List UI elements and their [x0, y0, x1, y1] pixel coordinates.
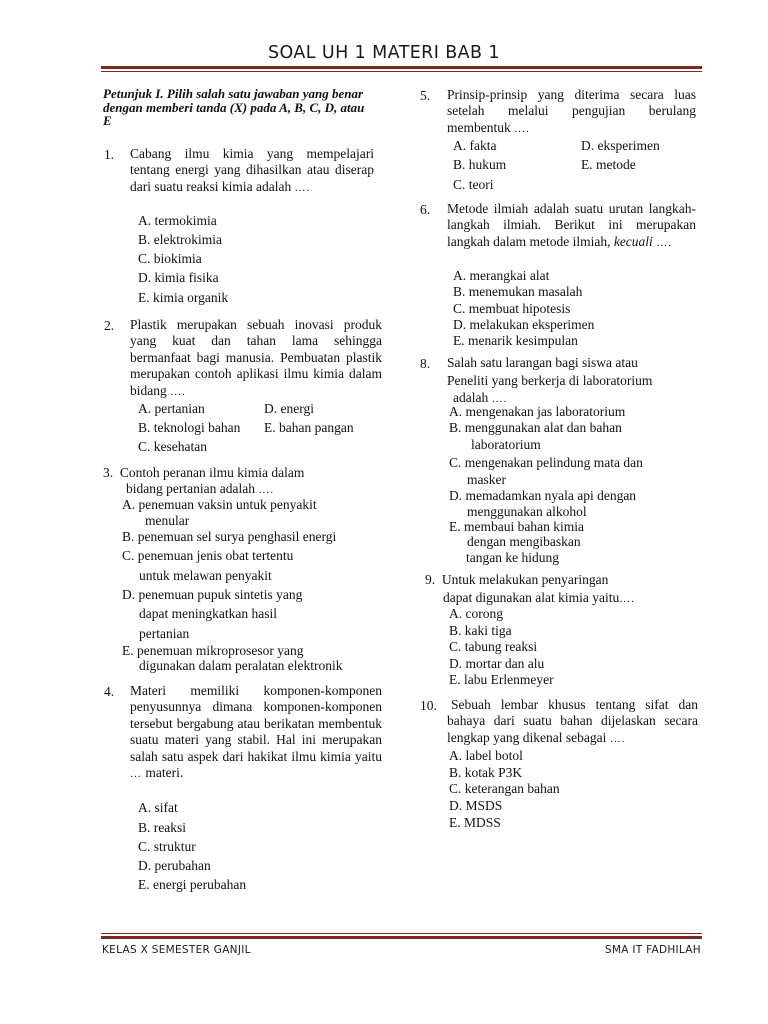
q5-option-b[interactable]: B. hukum: [453, 157, 507, 172]
q10-option-d[interactable]: D. MSDS: [449, 798, 503, 813]
q6-option-d[interactable]: D. melakukan eksperimen: [453, 317, 595, 332]
q4-stem: Materi memiliki komponen-komponen penyusunnya dimana komponen-komponen tersebut bergabung atau berikatan membentuk suatu materi yang stabil. Hal ini merupakan salah satu aspek dari hakikat ilmu kimia yaitu … materi.: [130, 683, 382, 781]
q10-number: 10.: [420, 698, 437, 713]
q4-option-a[interactable]: A. sifat: [138, 800, 178, 815]
header-rule-thin: [101, 71, 702, 72]
q9-option-e[interactable]: E. labu Erlenmeyer: [449, 672, 554, 687]
q1-option-c[interactable]: C. biokimia: [138, 251, 202, 266]
q8-option-c-cont: masker: [467, 472, 506, 487]
q3-option-c-cont: untuk melawan penyakit: [139, 568, 272, 583]
q3-option-c[interactable]: C. penemuan jenis obat tertentu: [122, 548, 294, 563]
q9-stem-line2: dapat digunakan alat kimia yaitu….: [443, 590, 635, 605]
q2-stem: Plastik merupakan sebuah inovasi produk yang kuat dan tahan lama sehingga bermanfaat bagi manusia. Pembuatan plastik merupakan contoh aplikasi ilmu kimia dalam bidang ….: [130, 317, 382, 398]
q8-option-b-cont: laboratorium: [471, 437, 541, 452]
q8-option-e-cont2: tangan ke hidung: [466, 550, 559, 565]
q10-option-a[interactable]: A. label botol: [449, 748, 523, 763]
instructions: Petunjuk I. Pilih salah satu jawaban yang benar dengan memberi tanda (X) pada A, B, C, D, atau E: [103, 86, 365, 128]
q6-option-c[interactable]: C. membuat hipotesis: [453, 301, 571, 316]
q8-option-d-cont: menggunakan alkohol: [467, 504, 587, 519]
q1-option-a[interactable]: A. termokimia: [138, 213, 217, 228]
q2-option-a[interactable]: A. pertanian: [138, 401, 205, 416]
q1-option-d[interactable]: D. kimia fisika: [138, 270, 219, 285]
q4-option-d[interactable]: D. perubahan: [138, 858, 211, 873]
q3-option-d[interactable]: D. penemuan pupuk sintetis yang: [122, 587, 303, 602]
q3-stem-line1: 3. Contoh peranan ilmu kimia dalam: [103, 465, 305, 480]
q5-option-e[interactable]: E. metode: [581, 157, 636, 172]
q10-stem: Sebuah lembar khusus tentang sifat dan bahaya dari suatu bahan dijelaskan secara lengkap yang dikenal sebagai ….: [447, 697, 698, 745]
q8-option-c[interactable]: C. mengenakan pelindung mata dan: [449, 455, 643, 470]
q3-option-e-cont: digunakan dalam peralatan elektronik: [139, 658, 343, 673]
q9-option-b[interactable]: B. kaki tiga: [449, 623, 512, 638]
q6-option-b[interactable]: B. menemukan masalah: [453, 284, 583, 299]
q2-option-d[interactable]: D. energi: [264, 401, 314, 416]
q5-stem: Prinsip-prinsip yang diterima secara luas setelah melalui pengujian berulang membentuk ….: [447, 87, 696, 135]
q3-option-a[interactable]: A. penemuan vaksin untuk penyakit: [122, 497, 317, 512]
q3-option-b[interactable]: B. penemuan sel surya penghasil energi: [122, 529, 337, 544]
q8-option-e-cont1: dengan mengibaskan: [467, 534, 581, 549]
footer-school-label: SMA IT FADHILAH: [604, 944, 701, 956]
q4-option-b[interactable]: B. reaksi: [138, 820, 186, 835]
footer-rule-thick: [101, 936, 702, 939]
q4-option-e[interactable]: E. energi perubahan: [138, 877, 247, 892]
q3-stem-line2: bidang pertanian adalah ….: [126, 481, 275, 496]
q3-option-a-cont: menular: [145, 513, 190, 528]
q6-stem: Metode ilmiah adalah suatu urutan langkah- langkah ilmiah. Berikut ini merupakan langkah dalam metode ilmiah, kecuali ….: [447, 201, 696, 249]
q8-stem-line3: adalah ….: [453, 390, 508, 405]
q8-stem-line2: Peneliti yang berkerja di laboratorium: [447, 373, 653, 388]
q9-option-d[interactable]: D. mortar dan alu: [449, 656, 545, 671]
q6-option-e[interactable]: E. menarik kesimpulan: [453, 333, 578, 348]
q8-option-e[interactable]: E. membaui bahan kimia: [449, 519, 584, 534]
footer-class-label: KELAS X SEMESTER GANJIL: [102, 944, 251, 956]
q3-option-e[interactable]: E. penemuan mikroprosesor yang: [122, 643, 304, 658]
q5-number: 5.: [420, 88, 431, 103]
q8-option-a[interactable]: A. mengenakan jas laboratorium: [449, 404, 626, 419]
q1-option-b[interactable]: B. elektrokimia: [138, 232, 222, 247]
q6-number: 6.: [420, 202, 431, 217]
q5-option-c[interactable]: C. teori: [453, 177, 494, 192]
q4-number: 4.: [104, 684, 115, 699]
q2-option-b[interactable]: B. teknologi bahan: [138, 420, 241, 435]
q3-option-d-cont1: dapat meningkatkan hasil: [139, 606, 277, 621]
q9-stem-line1: 9. Untuk melakukan penyaringan: [425, 572, 609, 587]
q8-stem-line1: Salah satu larangan bagi siswa atau: [447, 355, 638, 370]
q3-option-d-cont2: pertanian: [139, 626, 190, 641]
q9-option-a[interactable]: A. corong: [449, 606, 503, 621]
q5-option-a[interactable]: A. fakta: [453, 138, 497, 153]
q10-option-e[interactable]: E. MDSS: [449, 815, 501, 830]
q1-number: 1.: [104, 147, 115, 162]
q2-option-e[interactable]: E. bahan pangan: [264, 420, 354, 435]
q10-option-b[interactable]: B. kotak P3K: [449, 765, 523, 780]
footer-rule-thin: [101, 933, 702, 934]
page-title: SOAL UH 1 MATERI BAB 1: [268, 43, 500, 63]
q1-stem: Cabang ilmu kimia yang mempelajari tentang energi yang dihasilkan atau diserap dari suatu reaksi kimia adalah ….: [130, 146, 374, 194]
q8-option-b[interactable]: B. menggunakan alat dan bahan: [449, 420, 622, 435]
q5-option-d[interactable]: D. eksperimen: [581, 138, 660, 153]
q8-option-d[interactable]: D. memadamkan nyala api dengan: [449, 488, 637, 503]
q4-option-c[interactable]: C. struktur: [138, 839, 196, 854]
q10-option-c[interactable]: C. keterangan bahan: [449, 781, 560, 796]
q8-number: 8.: [420, 356, 431, 371]
q9-option-c[interactable]: C. tabung reaksi: [449, 639, 538, 654]
header-rule-thick: [101, 66, 702, 69]
q6-option-a[interactable]: A. merangkai alat: [453, 268, 550, 283]
q2-number: 2.: [104, 318, 115, 333]
q2-option-c[interactable]: C. kesehatan: [138, 439, 207, 454]
q1-option-e[interactable]: E. kimia organik: [138, 290, 229, 305]
